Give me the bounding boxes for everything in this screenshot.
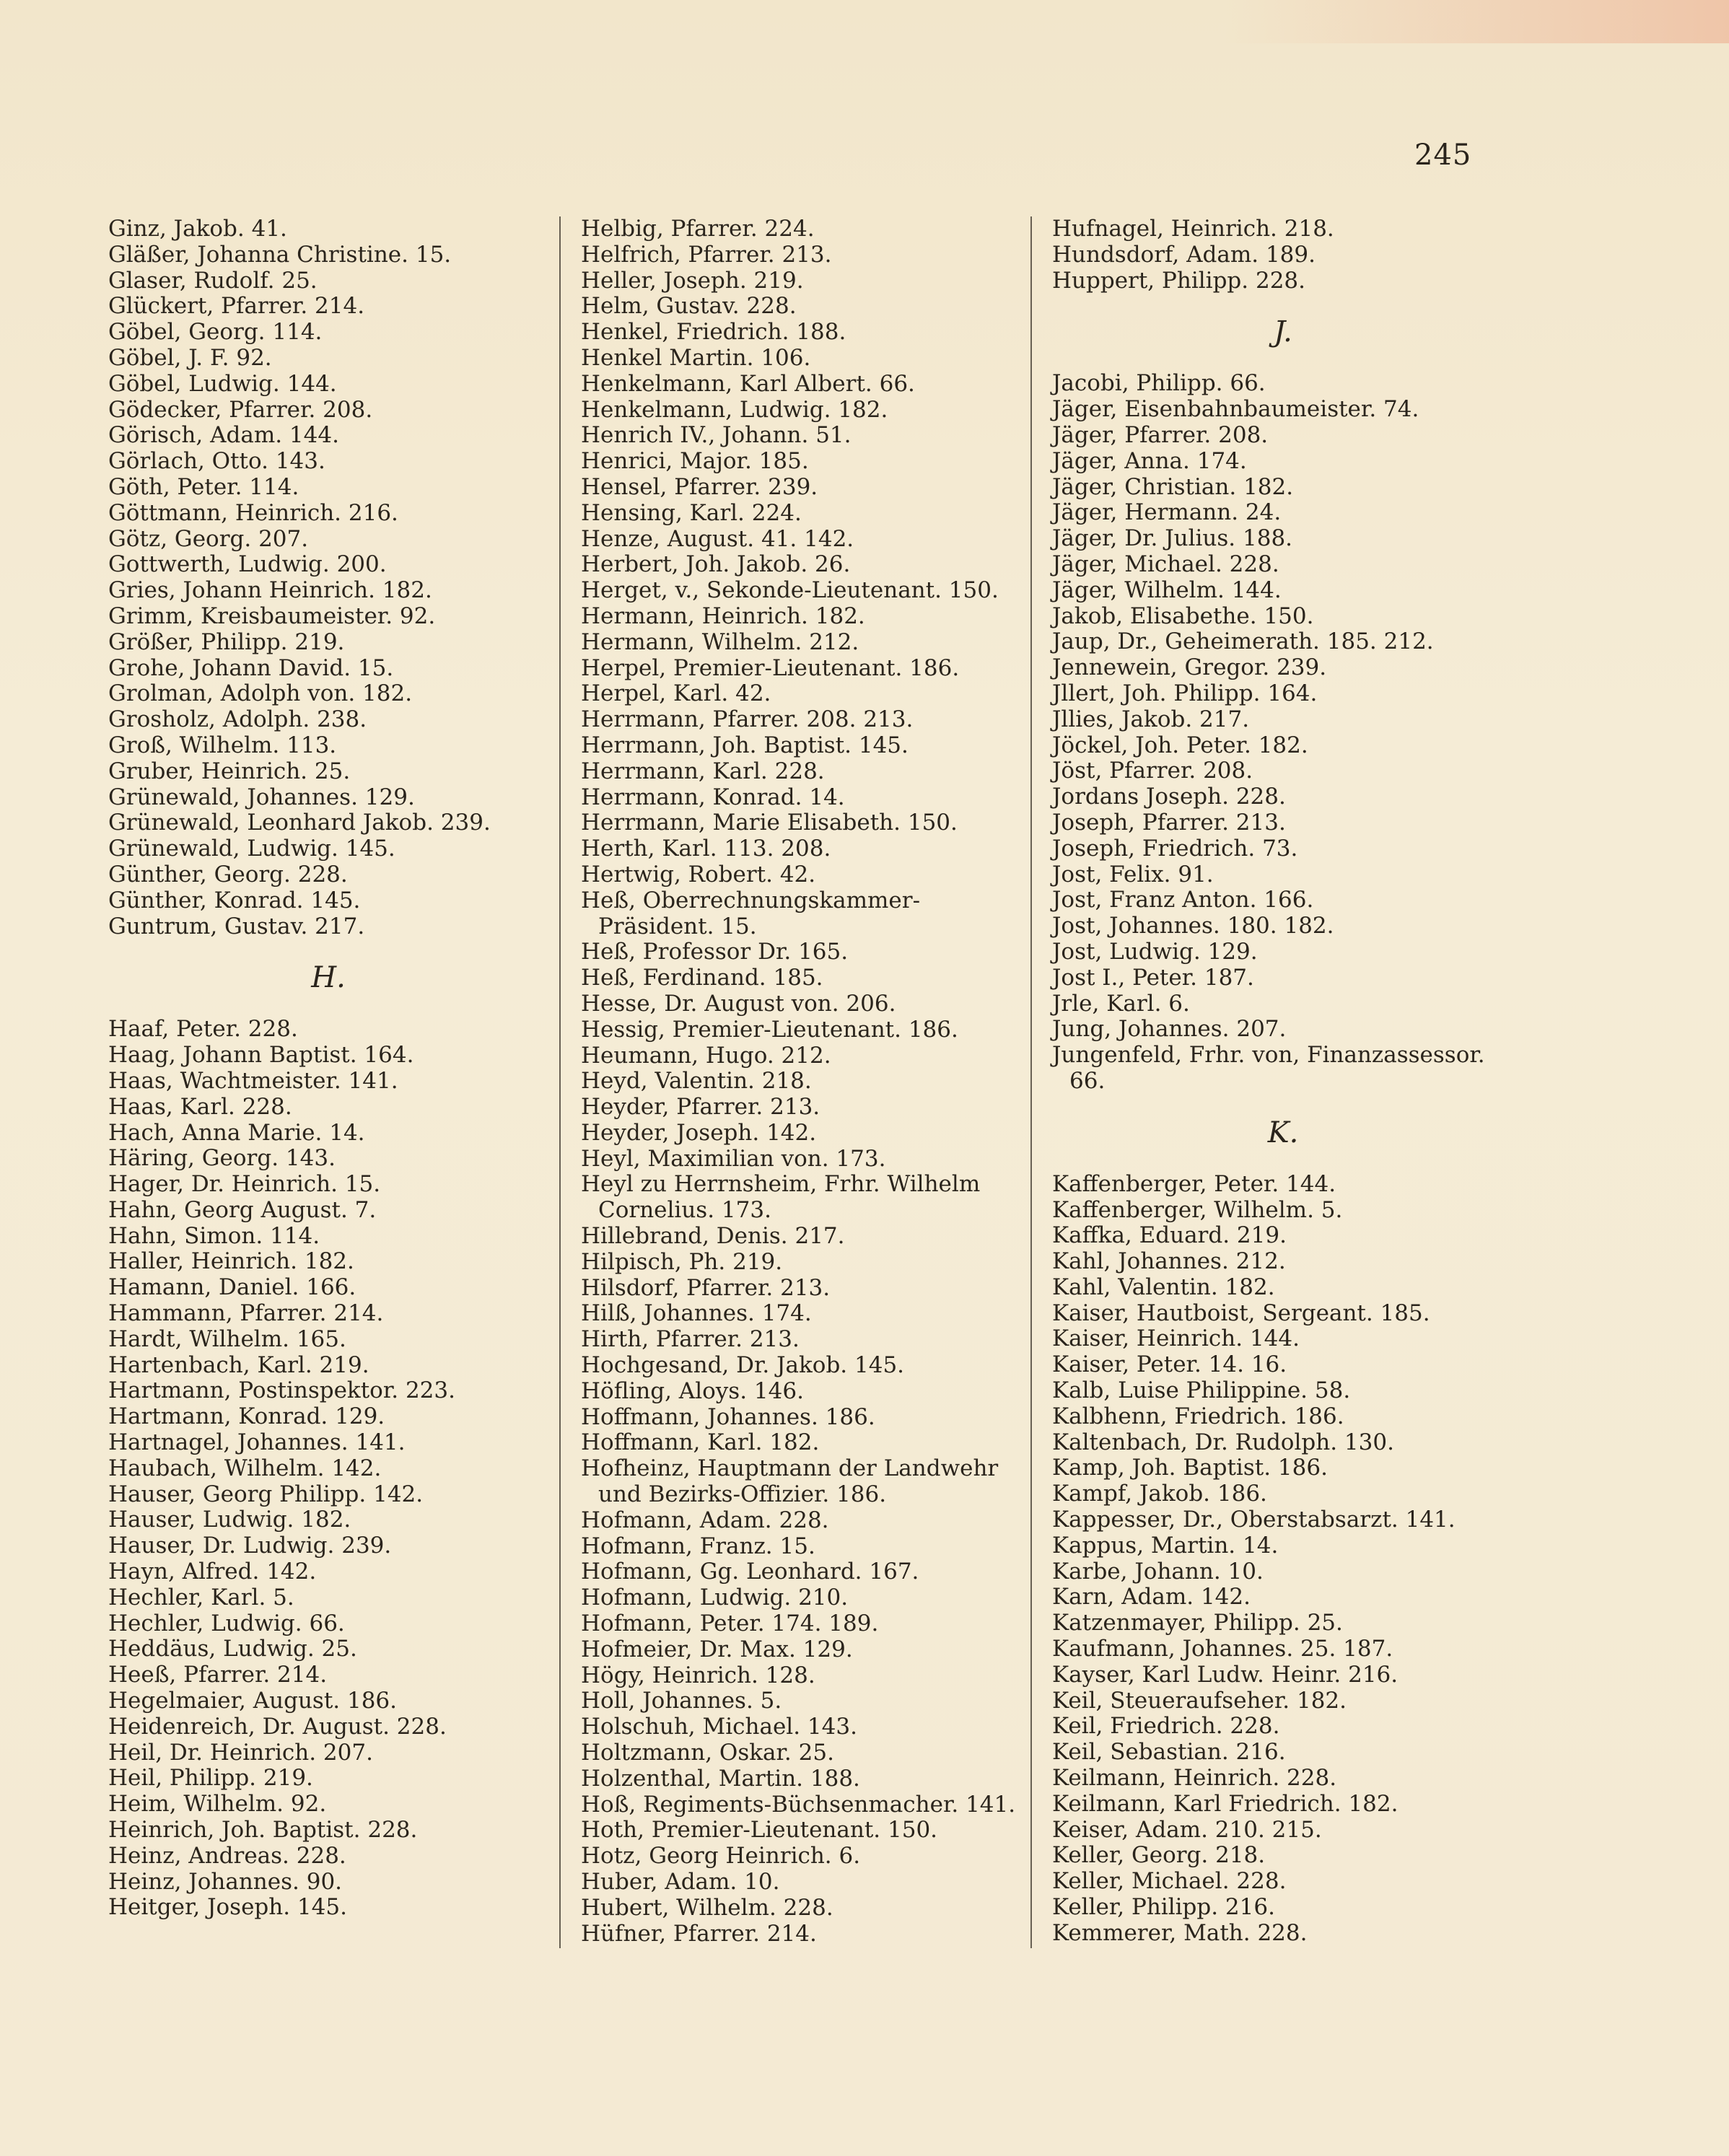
index-entry: Hillebrand, Denis. 217. (581, 1223, 845, 1250)
index-entry: Kaiser, Hautboist, Sergeant. 185. (1052, 1300, 1430, 1326)
index-entry: Heinz, Andreas. 228. (108, 1842, 346, 1869)
index-entry: Kalbhenn, Friedrich. 186. (1052, 1403, 1344, 1429)
page-edge-tint (1224, 0, 1729, 43)
index-entry: Göbel, Georg. 114. (108, 319, 323, 346)
index-entry: Heyd, Valentin. 218. (581, 1068, 812, 1095)
index-entry: Göttmann, Heinrich. 216. (108, 499, 398, 526)
index-entry: Heim, Wilhelm. 92. (108, 1791, 327, 1818)
index-entry: Gödecker, Pfarrer. 208. (108, 396, 373, 423)
index-entry: Holtzmann, Oskar. 25. (581, 1740, 834, 1766)
index-entry: Henkelmann, Karl Albert. 66. (581, 370, 915, 397)
index-entry: Kaufmann, Johannes. 25. 187. (1052, 1636, 1393, 1662)
index-entry: Kaffenberger, Wilhelm. 5. (1052, 1196, 1343, 1223)
index-entry: Hardt, Wilhelm. 165. (108, 1325, 346, 1352)
index-entry: Hensing, Karl. 224. (581, 499, 802, 526)
index-entry: Grünewald, Leonhard Jakob. 239. (108, 810, 491, 836)
index-entry: Hechler, Ludwig. 66. (108, 1610, 345, 1636)
index-entry: Kappus, Martin. 14. (1052, 1532, 1279, 1559)
index-entry: Heß, Ferdinand. 185. (581, 965, 823, 991)
column-divider (1030, 216, 1032, 1948)
index-entry: Hofmann, Adam. 228. (581, 1507, 829, 1533)
index-entry: Heitger, Joseph. 145. (108, 1894, 347, 1921)
index-entry: Henkel, Friedrich. 188. (581, 319, 846, 346)
index-entry: Huber, Adam. 10. (581, 1869, 780, 1895)
index-entry: Jordans Joseph. 228. (1052, 784, 1286, 810)
index-entry: Jäger, Wilhelm. 144. (1052, 577, 1282, 603)
index-entry: Herrmann, Joh. Baptist. 145. (581, 732, 909, 758)
section-letter-heading: H. (311, 961, 346, 995)
index-entry: Kahl, Valentin. 182. (1052, 1274, 1275, 1300)
index-entry: Hechler, Karl. 5. (108, 1584, 294, 1611)
index-entry: Jung, Johannes. 207. (1052, 1016, 1287, 1043)
index-entry: Haller, Heinrich. 182. (108, 1248, 354, 1275)
index-entry: Karbe, Johann. 10. (1052, 1558, 1264, 1585)
index-entry: Göth, Peter. 114. (108, 473, 299, 500)
index-entry: Gruber, Heinrich. 25. (108, 758, 351, 784)
index-entry: Jrle, Karl. 6. (1052, 990, 1190, 1017)
index-entry: Hoth, Premier-Lieutenant. 150. (581, 1817, 938, 1844)
index-entry: Holzenthal, Martin. 188. (581, 1765, 860, 1792)
index-entry: Herth, Karl. 113. 208. (581, 836, 831, 862)
index-entry: Kayser, Karl Ludw. Heinr. 216. (1052, 1661, 1398, 1688)
index-entry: Jäger, Pfarrer. 208. (1052, 421, 1269, 448)
index-entry: Hufnagel, Heinrich. 218. (1052, 216, 1334, 242)
index-entry: Größer, Philipp. 219. (108, 628, 345, 655)
index-column-2 (581, 216, 1014, 1947)
index-entry: Heyder, Joseph. 142. (581, 1119, 817, 1146)
index-entry: Hoß, Regiments-Büchsenmacher. 141. (581, 1791, 1016, 1818)
index-entry: Heller, Joseph. 219. (581, 267, 804, 294)
index-entry: Hessig, Premier-Lieutenant. 186. (581, 1016, 958, 1043)
index-entry: Haag, Johann Baptist. 164. (108, 1042, 414, 1069)
index-entry: Hauser, Georg Philipp. 142. (108, 1481, 424, 1507)
index-entry: Hach, Anna Marie. 14. (108, 1119, 365, 1146)
index-entry: Herrmann, Pfarrer. 208. 213. (581, 706, 914, 733)
index-entry: Hesse, Dr. August von. 206. (581, 990, 896, 1017)
index-entry: Jakob, Elisabethe. 150. (1052, 602, 1314, 629)
index-entry: Hoffmann, Karl. 182. (581, 1429, 820, 1456)
index-entry: Hirth, Pfarrer. 213. (581, 1326, 800, 1353)
column-divider (559, 216, 561, 1948)
index-entry: Hammann, Pfarrer. 214. (108, 1300, 384, 1327)
index-entry: Joseph, Friedrich. 73. (1052, 835, 1298, 862)
index-entry: Gläßer, Johanna Christine. 15. (108, 241, 452, 268)
index-entry: Kamp, Joh. Baptist. 186. (1052, 1455, 1328, 1481)
index-entry: Keller, Philipp. 216. (1052, 1894, 1275, 1921)
index-entry: Görlach, Otto. 143. (108, 448, 325, 475)
index-entry: Henrici, Major. 185. (581, 448, 809, 475)
index-entry: Herget, v., Sekonde-Lieutenant. 150. (581, 577, 999, 604)
index-entry: Helfrich, Pfarrer. 213. (581, 241, 832, 268)
index-entry: Glückert, Pfarrer. 214. (108, 293, 365, 320)
index-entry: Grolman, Adolph von. 182. (108, 680, 413, 707)
index-entry: Jaup, Dr., Geheimerath. 185. 212. (1052, 628, 1434, 655)
index-entry: Hilsdorf, Pfarrer. 213. (581, 1274, 831, 1301)
index-entry: Jäger, Anna. 174. (1052, 447, 1247, 474)
index-entry: Glaser, Rudolf. 25. (108, 267, 318, 294)
index-entry: Haas, Karl. 228. (108, 1093, 292, 1120)
index-entry: Jost, Johannes. 180. 182. (1052, 913, 1334, 939)
index-entry: Hofmann, Franz. 15. (581, 1533, 815, 1559)
index-column-1 (108, 216, 548, 1921)
index-entry: Hofmann, Gg. Leonhard. 167. (581, 1559, 919, 1585)
index-entry: Jäger, Hermann. 24. (1052, 499, 1282, 526)
index-entry: Hahn, Georg August. 7. (108, 1196, 377, 1223)
index-entry: Grohe, Johann David. 15. (108, 654, 394, 681)
index-entry: Heinz, Johannes. 90. (108, 1868, 343, 1895)
index-entry: Kappesser, Dr., Oberstabsarzt. 141. (1052, 1507, 1456, 1533)
index-entry: Hubert, Wilhelm. 228. (581, 1894, 833, 1921)
index-entry: Hauser, Dr. Ludwig. 239. (108, 1533, 392, 1559)
index-entry: Groß, Wilhelm. 113. (108, 732, 337, 758)
index-entry: Keller, Michael. 228. (1052, 1868, 1287, 1895)
index-entry: Herpel, Premier-Lieutenant. 186. (581, 654, 960, 681)
page-number: 245 (1414, 139, 1472, 172)
index-entry: Herrmann, Marie Elisabeth. 150. (581, 810, 958, 836)
index-entry: Hofmeier, Dr. Max. 129. (581, 1636, 853, 1662)
index-entry: Jöst, Pfarrer. 208. (1052, 758, 1253, 784)
index-entry: Jäger, Dr. Julius. 188. (1052, 525, 1293, 552)
index-entry: Henze, August. 41. 142. (581, 525, 854, 552)
index-entry: Keiser, Adam. 210. 215. (1052, 1816, 1322, 1843)
index-entry: Heinrich, Joh. Baptist. 228. (108, 1817, 418, 1844)
index-entry: Gries, Johann Heinrich. 182. (108, 577, 432, 604)
index-entry: Gottwerth, Ludwig. 200. (108, 551, 387, 578)
section-letter-heading: J. (1274, 315, 1292, 349)
index-entry: Herrmann, Konrad. 14. (581, 784, 845, 810)
index-entry: Hensel, Pfarrer. 239. (581, 473, 818, 500)
index-entry: Heddäus, Ludwig. 25. (108, 1636, 357, 1662)
index-entry: Ginz, Jakob. 41. (108, 216, 287, 242)
index-entry: Göbel, Ludwig. 144. (108, 370, 337, 397)
index-entry: Jöckel, Joh. Peter. 182. (1052, 732, 1308, 758)
index-entry: Grünewald, Johannes. 129. (108, 784, 415, 810)
index-column-3 (1052, 216, 1514, 1947)
index-entry: Hilpisch, Ph. 219. (581, 1248, 783, 1275)
index-entry: Grosholz, Adolph. 238. (108, 706, 367, 733)
index-entry: Heß, Professor Dr. 165. (581, 939, 849, 965)
index-entry: Heil, Philipp. 219. (108, 1765, 313, 1792)
index-entry: Herrmann, Karl. 228. (581, 758, 825, 784)
index-entry: Henkel Martin. 106. (581, 344, 811, 371)
index-entry: Hauser, Ludwig. 182. (108, 1507, 351, 1533)
index-entry: Hilß, Johannes. 174. (581, 1300, 812, 1327)
index-entry: Kemmerer, Math. 228. (1052, 1919, 1308, 1946)
index-entry: Keil, Steueraufseher. 182. (1052, 1687, 1347, 1714)
index-entry: Jennewein, Gregor. 239. (1052, 654, 1327, 681)
index-entry: Karn, Adam. 142. (1052, 1584, 1251, 1611)
index-entry: Hotz, Georg Heinrich. 6. (581, 1843, 861, 1870)
index-entry: Heil, Dr. Heinrich. 207. (108, 1739, 373, 1766)
index-entry: Hartmann, Konrad. 129. (108, 1403, 385, 1430)
index-entry: Jost, Franz Anton. 166. (1052, 887, 1314, 913)
index-entry: Joseph, Pfarrer. 213. (1052, 809, 1286, 836)
index-entry: Herbert, Joh. Jakob. 26. (581, 551, 851, 578)
index-entry: Jllert, Joh. Philipp. 164. (1052, 680, 1318, 706)
index-entry: Jost I., Peter. 187. (1052, 964, 1254, 991)
index-entry: Jost, Ludwig. 129. (1052, 938, 1258, 965)
index-entry: Hochgesand, Dr. Jakob. 145. (581, 1352, 905, 1379)
index-entry: Hoffmann, Johannes. 186. (581, 1403, 875, 1430)
index-entry: Katzenmayer, Philipp. 25. (1052, 1610, 1343, 1636)
index-entry: Hertwig, Robert. 42. (581, 861, 816, 888)
index-entry: Heyder, Pfarrer. 213. (581, 1094, 820, 1121)
index-entry: Kampf, Jakob. 186. (1052, 1481, 1267, 1507)
index-entry: Jungenfeld, Frhr. von, Finanzassessor. 66. (1052, 1042, 1485, 1094)
index-entry: Hartenbach, Karl. 219. (108, 1351, 369, 1378)
index-entry: Kaiser, Peter. 14. 16. (1052, 1351, 1287, 1378)
index-entry: Hamann, Daniel. 166. (108, 1274, 356, 1301)
index-entry: Holl, Johannes. 5. (581, 1688, 782, 1714)
index-entry: Hartmann, Postinspektor. 223. (108, 1377, 455, 1404)
index-entry: Götz, Georg. 207. (108, 525, 309, 552)
index-entry: Häring, Georg. 143. (108, 1145, 336, 1172)
index-entry: Heidenreich, Dr. August. 228. (108, 1713, 447, 1740)
index-entry: Grimm, Kreisbaumeister. 92. (108, 602, 436, 629)
index-entry: Jäger, Michael. 228. (1052, 551, 1279, 577)
index-entry: Jost, Felix. 91. (1052, 861, 1214, 888)
index-entry: Hegelmaier, August. 186. (108, 1688, 398, 1714)
index-entry: Haaf, Peter. 228. (108, 1016, 298, 1043)
index-entry: Hundsdorf, Adam. 189. (1052, 241, 1316, 268)
index-entry: Hüfner, Pfarrer. 214. (581, 1920, 817, 1947)
index-entry: Heumann, Hugo. 212. (581, 1042, 831, 1069)
index-entry: Hofmann, Ludwig. 210. (581, 1585, 849, 1611)
index-entry: Grünewald, Ludwig. 145. (108, 836, 395, 862)
index-entry: Höfling, Aloys. 146. (581, 1377, 804, 1404)
index-entry: Keilmann, Karl Friedrich. 182. (1052, 1790, 1398, 1817)
index-entry: Helbig, Pfarrer. 224. (581, 216, 815, 242)
index-entry: Günther, Konrad. 145. (108, 887, 361, 913)
index-entry: Heyl zu Herrnsheim, Frhr. Wilhelm Cornelius. 173. (581, 1171, 981, 1224)
index-entry: Guntrum, Gustav. 217. (108, 913, 365, 939)
index-entry: Keil, Sebastian. 216. (1052, 1739, 1286, 1766)
index-entry: Hahn, Simon. 114. (108, 1222, 320, 1249)
index-entry: Jacobi, Philipp. 66. (1052, 370, 1266, 397)
index-entry: Hayn, Alfred. 142. (108, 1559, 317, 1585)
index-entry: Hartnagel, Johannes. 141. (108, 1429, 406, 1456)
index-entry: Hermann, Heinrich. 182. (581, 602, 865, 629)
index-entry: Holschuh, Michael. 143. (581, 1714, 857, 1740)
index-entry: Göbel, J. F. 92. (108, 344, 272, 371)
index-entry: Kaffka, Eduard. 219. (1052, 1222, 1287, 1249)
index-entry: Hermann, Wilhelm. 212. (581, 628, 859, 655)
index-entry: Jllies, Jakob. 217. (1052, 706, 1250, 732)
index-entry: Herpel, Karl. 42. (581, 680, 771, 707)
index-entry: Kaiser, Heinrich. 144. (1052, 1325, 1300, 1352)
index-entry: Kahl, Johannes. 212. (1052, 1248, 1286, 1275)
index-entry: Haubach, Wilhelm. 142. (108, 1455, 382, 1481)
index-entry: Keilmann, Heinrich. 228. (1052, 1765, 1337, 1792)
index-entry: Kaffenberger, Peter. 144. (1052, 1170, 1336, 1197)
index-entry: Hofmann, Peter. 174. 189. (581, 1611, 879, 1637)
index-entry: Hager, Dr. Heinrich. 15. (108, 1171, 381, 1198)
index-entry: Högy, Heinrich. 128. (581, 1662, 815, 1688)
index-entry: Kaltenbach, Dr. Rudolph. 130. (1052, 1429, 1394, 1455)
index-entry: Haas, Wachtmeister. 141. (108, 1067, 398, 1094)
index-entry: Görisch, Adam. 144. (108, 422, 339, 449)
index-entry: Günther, Georg. 228. (108, 861, 348, 888)
index-entry: Henkelmann, Ludwig. 182. (581, 396, 888, 423)
index-entry: Heyl, Maximilian von. 173. (581, 1145, 886, 1172)
section-letter-heading: K. (1267, 1116, 1299, 1149)
index-entry: Jäger, Eisenbahnbaumeister. 74. (1052, 396, 1419, 423)
index-entry: Keller, Georg. 218. (1052, 1842, 1266, 1869)
index-entry: Keil, Friedrich. 228. (1052, 1713, 1280, 1740)
index-entry: Hofheinz, Hauptmann der Landwehr und Bezirks-Offizier. 186. (581, 1455, 999, 1508)
index-entry: Huppert, Philipp. 228. (1052, 267, 1306, 294)
index-entry: Kalb, Luise Philippine. 58. (1052, 1377, 1351, 1404)
index-entry: Helm, Gustav. 228. (581, 293, 797, 320)
index-entry: Jäger, Christian. 182. (1052, 473, 1294, 500)
index-entry: Heß, Oberrechnungskammer-Präsident. 15. (581, 887, 921, 939)
index-entry: Heeß, Pfarrer. 214. (108, 1662, 328, 1688)
index-entry: Henrich IV., Johann. 51. (581, 422, 852, 449)
